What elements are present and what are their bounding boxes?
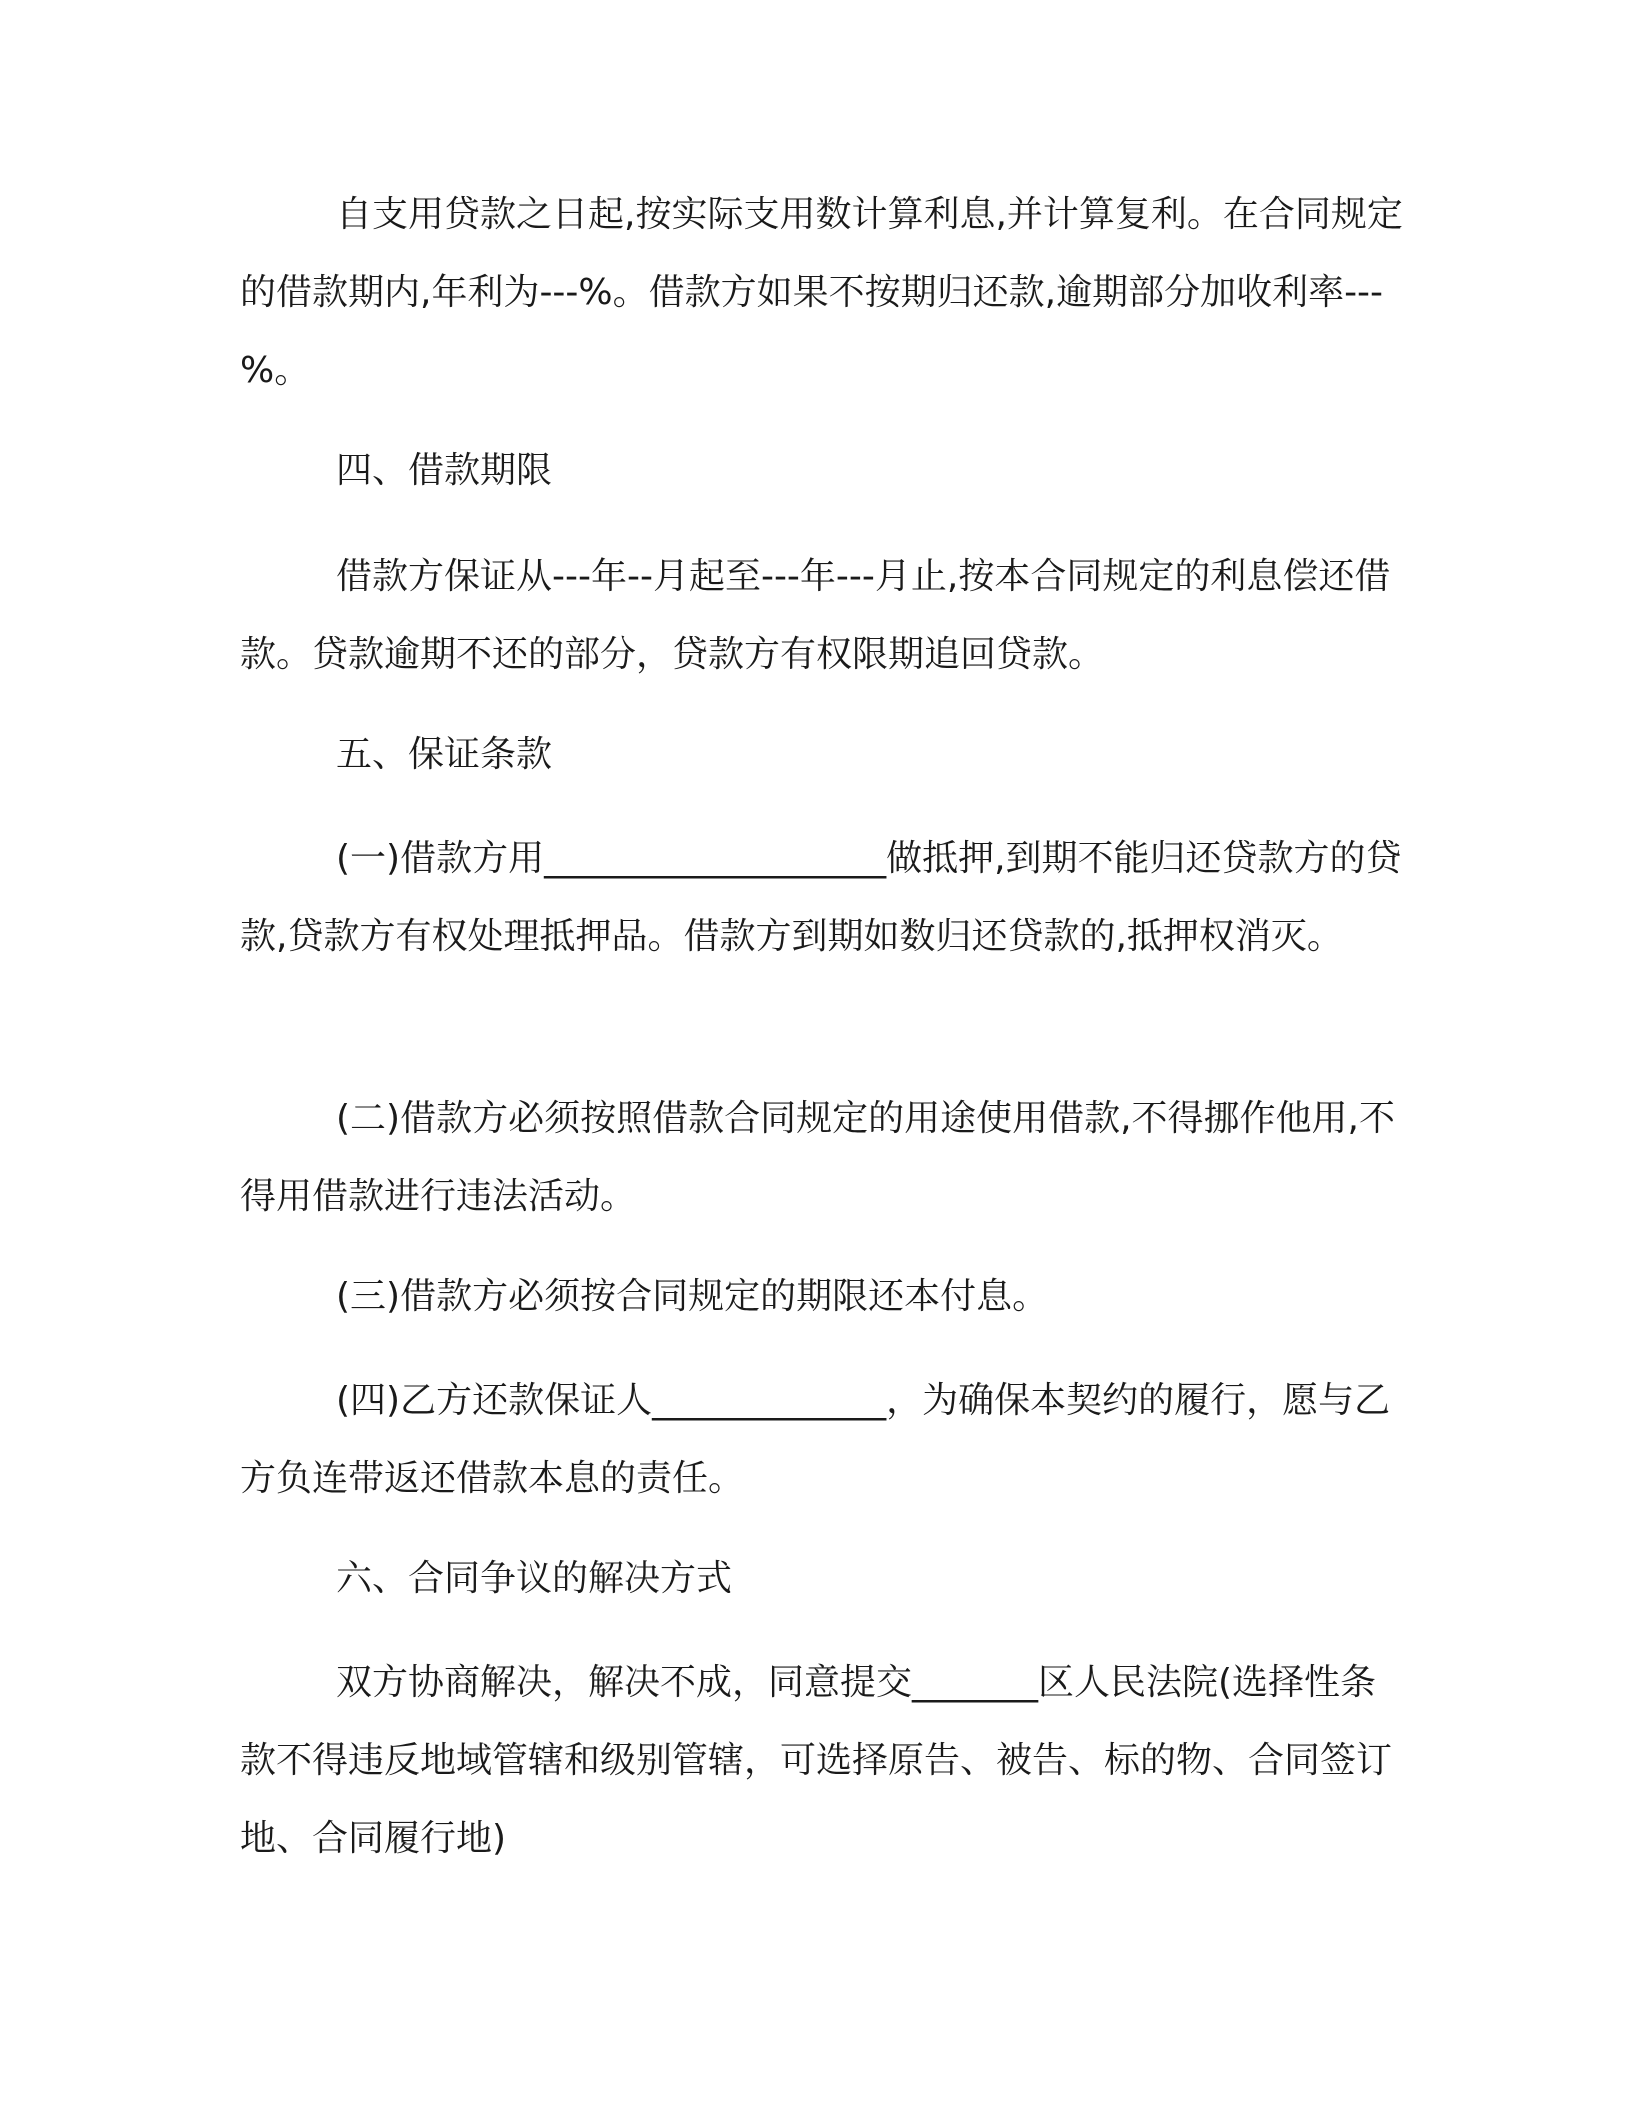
paragraph-dispute: 双方协商解决，解决不成，同意提交_______区人民法院(选择性条款不得违反地域管辖和级别管辖，可选择原告、被告、标的物、合同签订地、合同履行地) xyxy=(240,1662,1393,1859)
paragraph-loan-term: 借款方保证从---年--月起至---年---月止,按本合同规定的利息偿还借款。贷款逾期不还的部分，贷款方有权限期追回贷款。 xyxy=(240,556,1391,675)
heading-guarantee: 五、保证条款 xyxy=(336,734,553,775)
paragraph-interest: 自支用贷款之日起,按实际支用数计算利息,并计算复利。在合同规定的借款期内,年利为---%。借款方如果不按期归还款,逾期部分加收利率---%。 xyxy=(240,194,1403,391)
paragraph-guarantee-4: (四)乙方还款保证人_____________，为确保本契约的履行，愿与乙方负连带返还借款本息的责任。 xyxy=(240,1380,1391,1499)
paragraph-guarantee-1: (一)借款方用___________________做抵押,到期不能归还贷款方的贷款,贷款方有权处理抵押品。借款方到期如数归还贷款的,抵押权消灭。 xyxy=(240,838,1402,957)
heading-loan-term: 四、借款期限 xyxy=(336,450,553,491)
heading-dispute: 六、合同争议的解决方式 xyxy=(336,1558,733,1599)
paragraph-guarantee-2: (二)借款方必须按照借款合同规定的用途使用借款,不得挪作他用,不得用借款进行违法活动。 xyxy=(240,1098,1395,1217)
paragraph-guarantee-3: (三)借款方必须按合同规定的期限还本付息。 xyxy=(336,1276,1049,1317)
